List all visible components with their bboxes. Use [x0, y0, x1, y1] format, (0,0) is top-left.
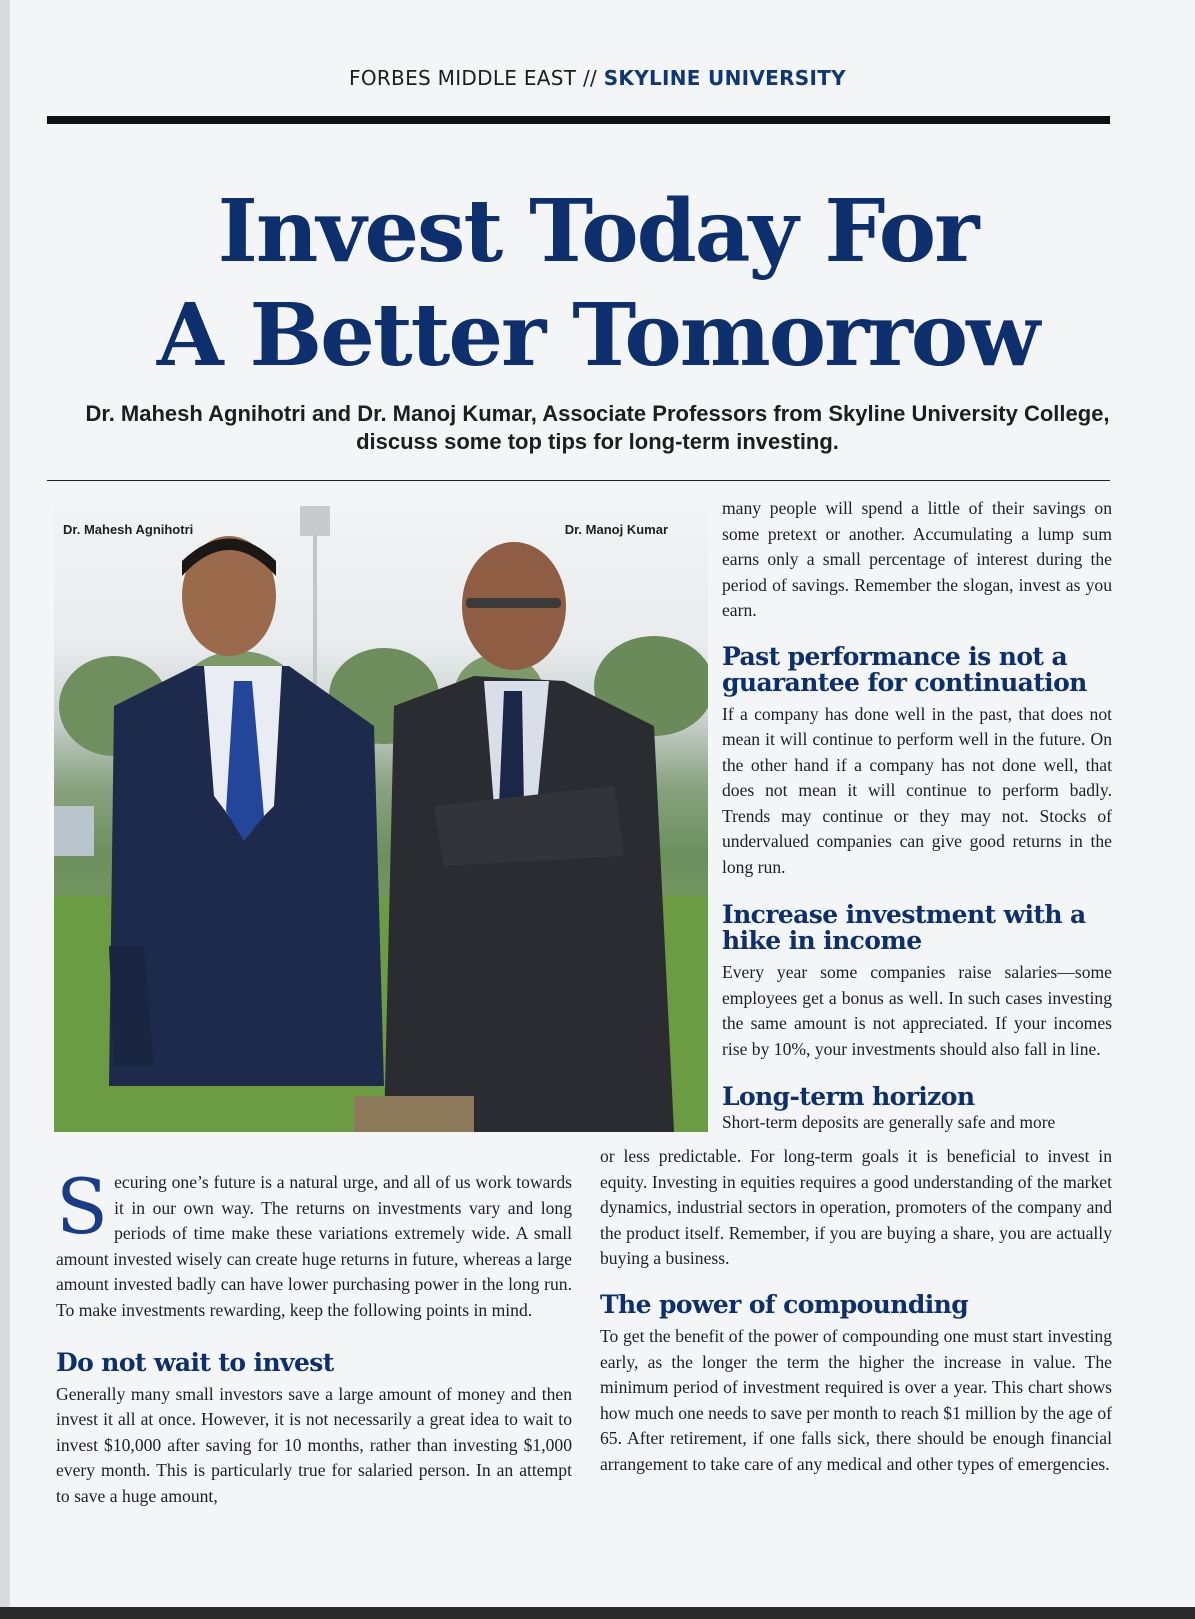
flower-bed — [354, 1096, 474, 1132]
standfirst-rule — [47, 480, 1110, 481]
photo-caption-right: Dr. Manoj Kumar — [564, 522, 668, 537]
partner-name: SKYLINE UNIVERSITY — [603, 66, 846, 90]
section2-heading: Past performance is not a guarantee for continuation — [722, 641, 1087, 697]
right-column — [722, 496, 1112, 1136]
publication-name: FORBES MIDDLE EAST // — [349, 66, 598, 90]
section2-body: If a company has done well in the past, that does not mean it will continue to perform well in the future. On the other hand if a company has not done well, that does not mean it will continue to perform badly. Trends may continue or they may not. Stocks of undervalued companies can give good returns in the long run. — [722, 703, 1112, 877]
section5-body: To get the benefit of the power of compounding one must start investing early, as the longer the term the higher the increase in value. The minimum period of investment required is over a year. This chart shows how much one needs to save per month to reach $1 million by the age of 65. After retirement, if one falls sick, there should be enough financial arrangement to take care of any medical and other types of emergencies. — [600, 1325, 1112, 1474]
photo-caption-left: Dr. Mahesh Agnihotri — [63, 522, 194, 537]
left-column — [56, 1162, 572, 1510]
section1-body: Generally many small investors save a large amount of money and then invest it all at once. However, it is not necessarily a great idea to wait to invest $10,000 after saving for 10 months, rather than investing $1,000 every month. This is particularly true for salaried person. In an attempt to save a huge amount, — [56, 1383, 572, 1506]
section1-continued: many people will spend a little of their savings on some pretext or another. Accumulating a lump sum earns only a small percentage of interest during the period of savings. Remember the slogan, invest as you earn. — [722, 498, 1112, 620]
middle-right-column — [600, 1144, 1112, 1478]
author-photo — [54, 506, 708, 1132]
section4-body: or less predictable. For long-term goals it is beneficial to invest in equity. Investing in equities requires a good understanding of the market dynamics, industrial sectors in operation, promoters of the company and the product itself. Remember, if you are buying a share, you are actually buying a business. — [600, 1146, 1112, 1269]
glasses — [466, 598, 561, 608]
intro-paragraph — [56, 1162, 572, 1324]
parked-car — [54, 806, 94, 856]
page-bottom-edge — [0, 1607, 1195, 1619]
section5-heading: The power of compounding — [600, 1289, 969, 1319]
intro-text: ecuring one’s future is a natural urge, and all of us work towards it in our own way. The returns on investments vary and long periods of time make these variations extremely wide. A small amount invested wisely can create huge returns in future, whereas a large amount invested badly can have lower purchasing power in the long run. To make investments rewarding, keep the following points in mind. — [56, 1172, 572, 1320]
drop-cap: S — [56, 1162, 109, 1251]
photo-illustration — [54, 506, 708, 1132]
title-line-1: Invest Today For — [217, 181, 978, 282]
standfirst: Dr. Mahesh Agnihotri and Dr. Manoj Kumar, Associate Professors from Skyline University College, discuss some top tips for long-term investing. — [85, 401, 1110, 454]
section3-heading: Increase investment with a hike in income — [722, 900, 1086, 955]
header-rule — [47, 116, 1110, 124]
title-line-2: A Better Tomorrow — [156, 285, 1039, 386]
section4-heading: Long-term horizon — [722, 1082, 975, 1111]
section1-heading: Do not wait to invest — [56, 1347, 334, 1377]
section4-body-start: Short-term deposits are generally safe and more — [722, 1112, 1056, 1132]
article-title — [0, 180, 1195, 388]
running-header — [0, 66, 1195, 90]
light-pole-lamp — [300, 506, 330, 536]
section3-body: Every year some companies raise salaries—some employees get a bonus as well. In such cases investing the same amount is not appreciated. If your incomes rise by 10%, your investments should also fall in line. — [722, 962, 1112, 1059]
